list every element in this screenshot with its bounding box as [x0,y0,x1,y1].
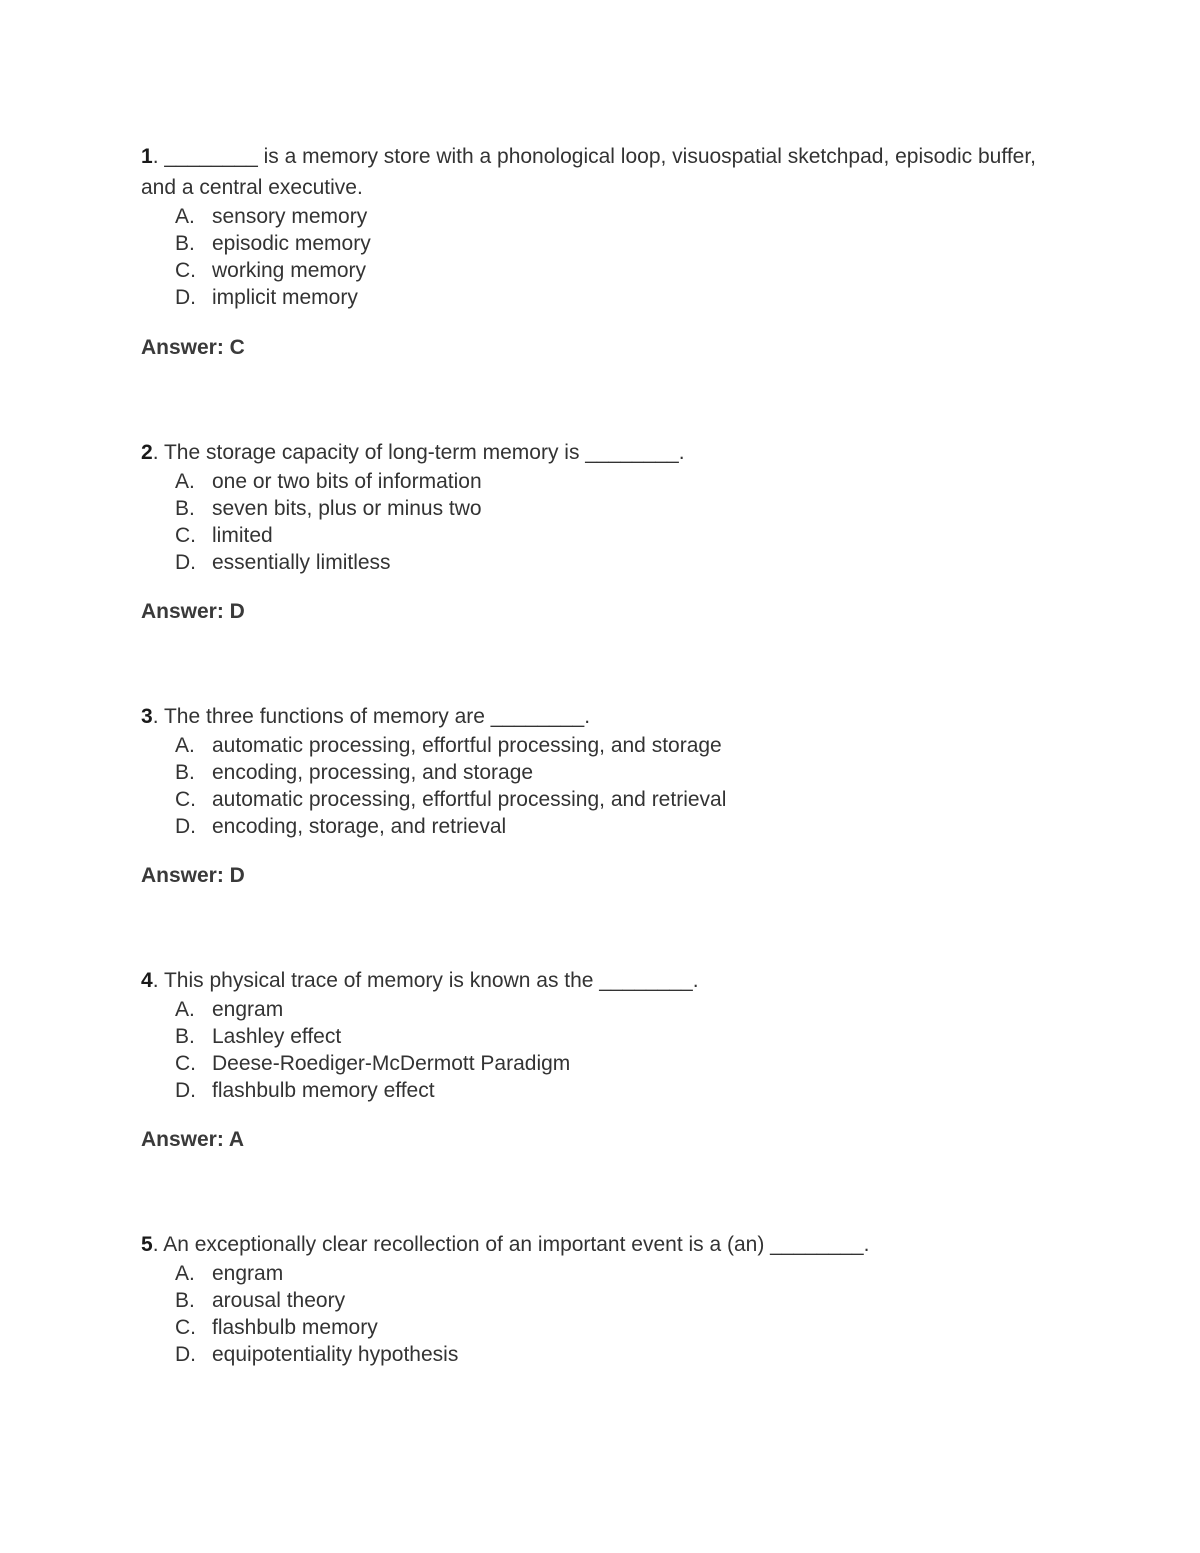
option-list [141,468,1041,576]
option-text: one or two bits of information [212,470,482,493]
question-stem [141,964,1041,996]
option-list [141,1260,1041,1368]
option-text: encoding, storage, and retrieval [212,815,507,838]
option-letter: B. [175,1289,195,1312]
option-text: essentially limitless [212,551,391,574]
option-text: sensory memory [212,205,368,228]
option-c [175,257,1041,284]
option-a [175,996,1041,1023]
question-number: 4 [141,969,153,992]
option-text: limited [212,524,273,547]
question-number: 5 [141,1233,153,1256]
option-letter: A. [175,205,195,228]
option-text: Lashley effect [212,1025,342,1048]
option-letter: A. [175,734,195,757]
option-text: implicit memory [212,286,358,309]
question-1 [141,140,1041,359]
question-number: 3 [141,705,153,728]
option-text: flashbulb memory [212,1316,378,1339]
option-text: seven bits, plus or minus two [212,497,482,520]
option-d [175,284,1041,311]
question-stem [141,700,1041,732]
option-text: Deese-Roediger-McDermott Paradigm [212,1052,571,1075]
option-text: engram [212,1262,284,1285]
option-letter: D. [175,1343,196,1366]
question-stem [141,1228,1041,1260]
option-text: episodic memory [212,232,371,255]
answer-label: Answer: A [141,1128,245,1151]
option-d [175,549,1041,576]
option-list [141,996,1041,1104]
question-number: 1 [141,145,153,168]
question-text: . ________ is a memory store with a phonological loop, visuospatial sketchpad, episodic buffer, and a central executive. [141,145,1036,199]
option-b [175,759,1041,786]
option-text: engram [212,998,284,1021]
option-text: equipotentiality hypothesis [212,1343,459,1366]
option-b [175,495,1041,522]
option-b [175,230,1041,257]
option-letter: D. [175,1079,196,1102]
answer-label: Answer: C [141,336,245,359]
option-d [175,813,1041,840]
option-c [175,1314,1041,1341]
option-d [175,1341,1041,1368]
option-letter: C. [175,1052,196,1075]
option-text: encoding, processing, and storage [212,761,534,784]
option-a [175,203,1041,230]
option-b [175,1287,1041,1314]
answer-label: Answer: D [141,864,245,887]
option-letter: C. [175,524,196,547]
option-d [175,1077,1041,1104]
option-c [175,786,1041,813]
option-letter: D. [175,286,196,309]
option-letter: C. [175,788,196,811]
option-b [175,1023,1041,1050]
option-letter: D. [175,551,196,574]
question-stem [141,436,1041,468]
answer-label: Answer: D [141,600,245,623]
question-5 [141,1228,1041,1368]
option-letter: D. [175,815,196,838]
question-2 [141,436,1041,623]
option-text: flashbulb memory effect [212,1079,435,1102]
option-text: arousal theory [212,1289,346,1312]
option-list [141,203,1041,311]
question-number: 2 [141,441,153,464]
option-letter: B. [175,497,195,520]
question-text: . This physical trace of memory is known as the ________. [152,969,699,992]
option-text: automatic processing, effortful processing, and retrieval [212,788,727,811]
option-a [175,732,1041,759]
option-letter: B. [175,761,195,784]
question-3 [141,700,1041,887]
option-text: automatic processing, effortful processing, and storage [212,734,722,757]
question-text: . The three functions of memory are ________. [152,705,591,728]
option-a [175,1260,1041,1287]
question-text: . An exceptionally clear recollection of an important event is a (an) ________. [152,1233,870,1256]
option-c [175,522,1041,549]
option-letter: C. [175,259,196,282]
option-letter: A. [175,470,195,493]
question-text: . The storage capacity of long-term memory is ________. [152,441,685,464]
option-c [175,1050,1041,1077]
option-letter: C. [175,1316,196,1339]
option-letter: B. [175,1025,195,1048]
question-4 [141,964,1041,1151]
question-stem [141,140,1041,203]
option-letter: B. [175,232,195,255]
option-list [141,732,1041,840]
option-text: working memory [212,259,367,282]
option-letter: A. [175,1262,195,1285]
option-letter: A. [175,998,195,1021]
option-a [175,468,1041,495]
